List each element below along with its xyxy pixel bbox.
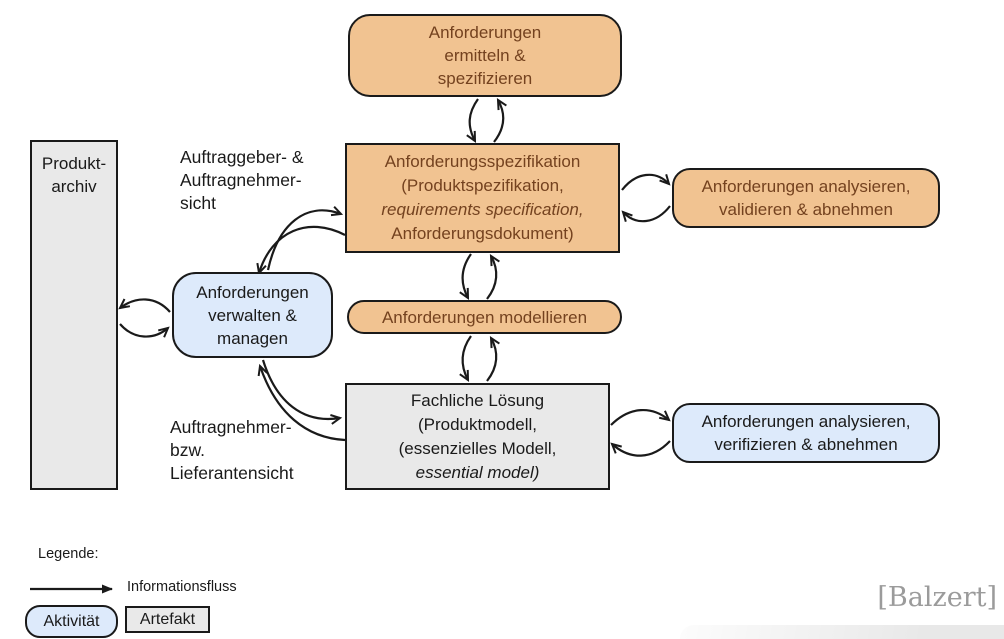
edge-elicit-spec-down: [470, 99, 478, 141]
edge-manage-archive-left: [120, 299, 170, 312]
edge-model-solution-up: [487, 338, 496, 381]
node-line: validieren & abnehmen: [719, 200, 893, 219]
legend-activity-sample: [25, 605, 118, 638]
corner-shade-decoration: [680, 625, 1004, 639]
node-line: (Produktspezifikation,: [401, 176, 564, 195]
node-line: verwalten &: [208, 305, 297, 325]
node-line: archiv: [51, 177, 97, 196]
edge-model-solution-down: [463, 336, 471, 380]
source-attribution: [Balzert]: [877, 582, 997, 613]
edge-spec-model-up: [487, 256, 496, 299]
node-activity-model-requirements: [347, 300, 622, 334]
label-line: Lieferantensicht: [170, 463, 294, 483]
node-activity-analyze-validate: [672, 168, 940, 228]
legend-flow-label: Informationsfluss: [127, 579, 237, 595]
edge-spec-validate-right: [622, 175, 669, 190]
edge-solution-verify-left: [612, 441, 670, 456]
label-line: bzw.: [170, 440, 206, 460]
edge-spec-manage-down: [259, 227, 345, 273]
node-line: (essenzielles Modell,: [398, 438, 557, 458]
node-artifact-product-archive: [30, 140, 118, 490]
label-contractor-supplier-view: [170, 416, 294, 485]
edge-spec-validate-left: [623, 206, 670, 221]
node-line: Anforderungsdokument): [391, 224, 574, 243]
node-line: Anforderungen: [196, 282, 309, 302]
node-line: Anforderungsspezifikation: [384, 152, 581, 171]
edge-archive-manage-right: [120, 324, 168, 337]
edge-elicit-spec-up: [494, 100, 503, 142]
edge-solution-verify-right: [611, 410, 669, 425]
node-line: Anforderungen modellieren: [381, 307, 588, 327]
edge-manage-solution-down: [263, 360, 340, 419]
legend-title: Legende:: [38, 546, 99, 562]
node-line: Anforderungen analysieren,: [701, 412, 911, 431]
node-artifact-functional-solution: [345, 383, 610, 490]
node-line: spezifizieren: [437, 69, 533, 88]
node-line: managen: [217, 328, 288, 348]
legend-artifact-sample: [125, 606, 210, 633]
node-artifact-requirements-specification: [345, 143, 620, 253]
node-line: Fachliche Lösung: [410, 390, 545, 410]
label-line: Auftraggeber- &: [180, 147, 304, 167]
node-line: Anforderungen: [428, 23, 542, 42]
node-line: (Produktmodell,: [417, 414, 538, 434]
node-line: verifizieren & abnehmen: [714, 435, 898, 454]
node-line: requirements specification,: [381, 200, 584, 219]
edge-manage-spec-up: [268, 210, 341, 270]
label-line: sicht: [180, 193, 216, 213]
label-line: Auftragnehmer-: [180, 170, 302, 190]
node-line: essential model): [415, 462, 540, 482]
node-line: Produkt-: [41, 154, 107, 173]
legend-artifact-label: Artefakt: [139, 610, 196, 628]
label-line: Auftragnehmer-: [170, 417, 292, 437]
edge-spec-model-down: [463, 254, 471, 298]
label-client-contractor-view: [180, 146, 304, 215]
node-line: ermitteln &: [444, 46, 526, 65]
legend-activity-label: Aktivität: [43, 612, 100, 630]
node-activity-manage-requirements: [172, 272, 333, 358]
node-activity-elicit-specify: [348, 14, 622, 97]
node-activity-analyze-verify: [672, 403, 940, 463]
node-line: Anforderungen analysieren,: [701, 177, 911, 196]
